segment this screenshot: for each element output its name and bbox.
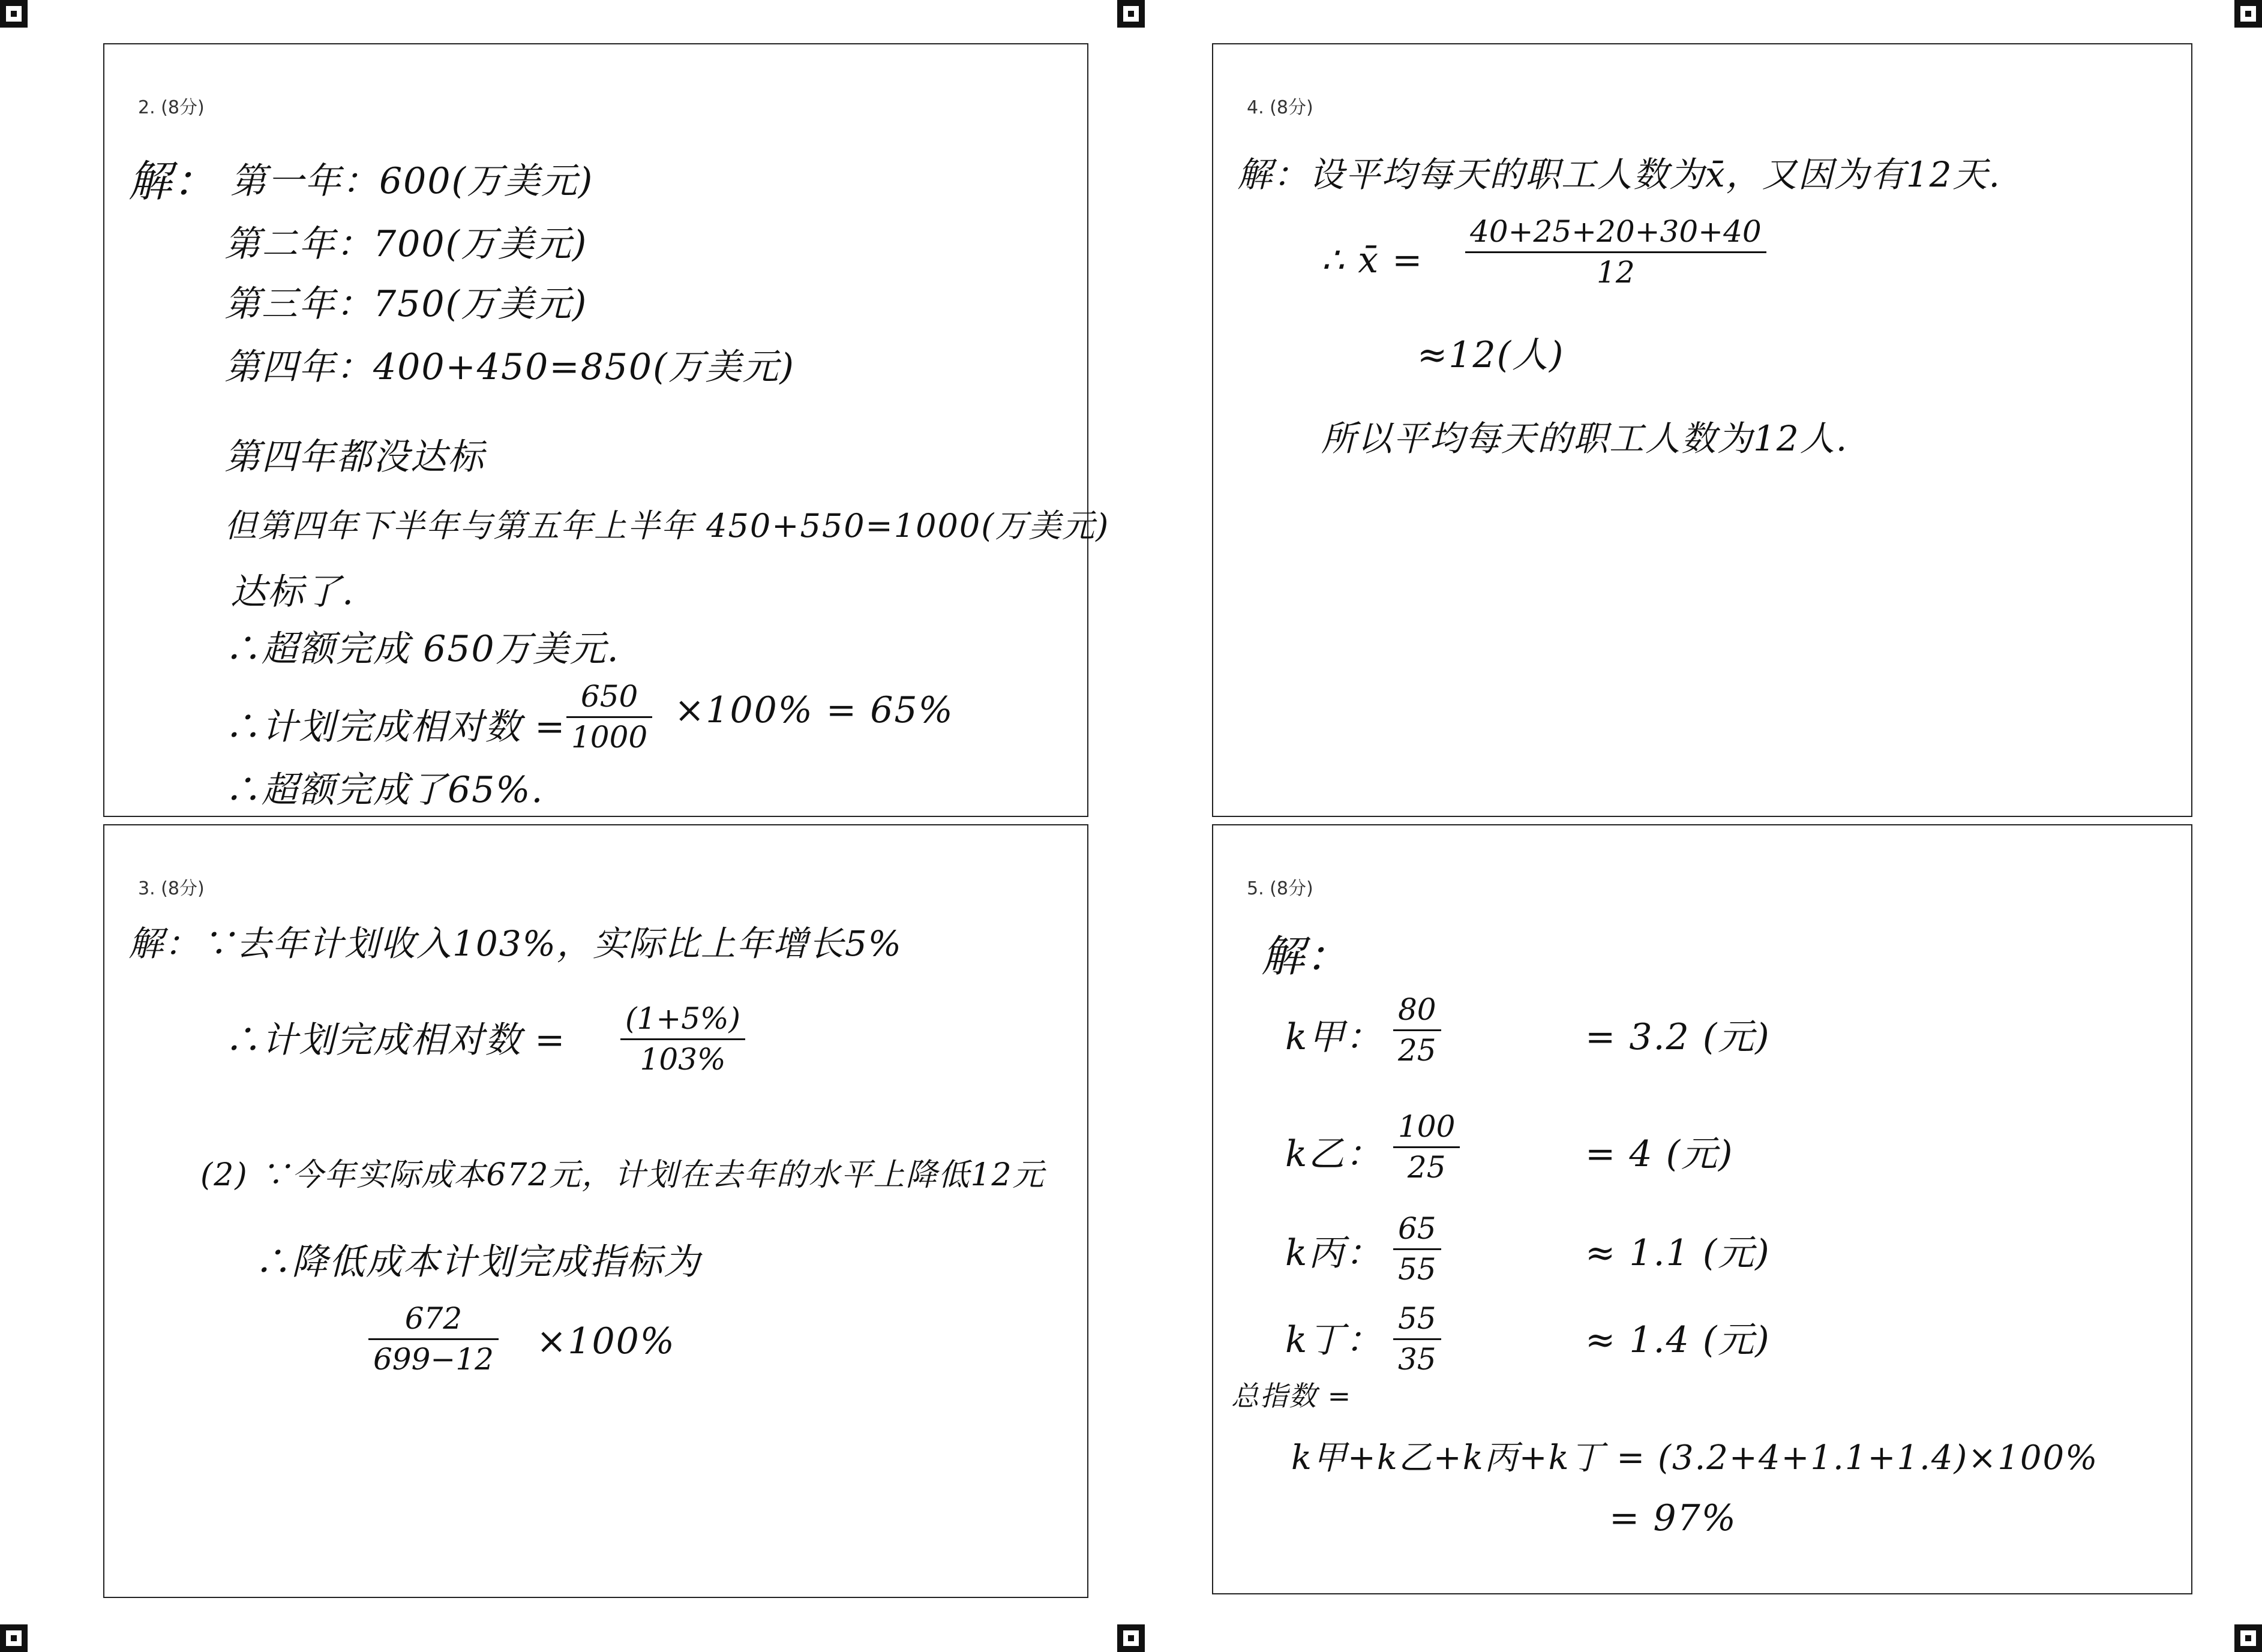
handwritten-line: 解： — [1261, 931, 1351, 981]
handwritten-line: k乙： — [1285, 1133, 1383, 1175]
handwritten-line: ≈12(人) — [1417, 334, 1565, 376]
handwritten-line: 解：设平均每天的职工人数为x̄，又因为有12天. — [1237, 154, 2001, 195]
question-label: 5. (8分) — [1247, 878, 1313, 899]
handwritten-line: ×100% = 65% — [674, 689, 954, 731]
fraction — [566, 677, 652, 757]
corner-marker — [1117, 1624, 1145, 1652]
corner-marker — [1117, 0, 1145, 28]
fraction-denominator: 103% — [640, 1042, 726, 1077]
handwritten-line: = 4 (元) — [1585, 1133, 1734, 1175]
corner-marker — [0, 1624, 28, 1652]
handwritten-line: = 3.2 (元) — [1585, 1016, 1771, 1058]
handwritten-line: ≈ 1.1 (元) — [1585, 1232, 1771, 1274]
handwritten-line: ≈ 1.4 (元) — [1585, 1319, 1771, 1361]
handwritten-line: ∴超额完成 650万美元. — [224, 628, 620, 670]
corner-marker — [2234, 1624, 2262, 1652]
handwritten-line: 解： — [128, 156, 218, 206]
fraction-numerator: 672 — [368, 1299, 499, 1340]
corner-marker — [2234, 0, 2262, 28]
fraction-numerator: 65 — [1393, 1209, 1441, 1250]
handwritten-line: ∴计划完成相对数 = — [224, 706, 566, 748]
handwritten-line: ∴计划完成相对数 = — [224, 1019, 566, 1061]
question-label: 3. (8分) — [138, 878, 205, 899]
fraction — [620, 999, 745, 1079]
handwritten-line: ×100% — [536, 1320, 676, 1362]
corner-marker — [0, 0, 28, 28]
handwritten-line: = 97% — [1609, 1497, 1737, 1539]
handwritten-line: 第二年：700(万美元) — [224, 223, 588, 265]
fraction — [1393, 990, 1441, 1070]
answer-box-q4 — [1212, 43, 2192, 817]
fraction-numerator: 80 — [1393, 990, 1441, 1031]
handwritten-line: k丙： — [1285, 1232, 1383, 1274]
fraction-denominator: 699−12 — [373, 1342, 494, 1377]
fraction-denominator: 25 — [1398, 1033, 1436, 1068]
fraction — [1465, 212, 1766, 292]
handwritten-line: k甲： — [1285, 1016, 1383, 1058]
handwritten-line: ∴ x̄ = — [1321, 239, 1424, 281]
fraction-numerator: (1+5%) — [620, 999, 745, 1040]
fraction-numerator: 100 — [1393, 1107, 1460, 1148]
handwritten-line: 第四年：400+450=850(万美元) — [224, 346, 795, 388]
handwritten-line: k甲+k乙+k丙+k丁 = (3.2+4+1.1+1.4)×100% — [1291, 1438, 2099, 1477]
fraction-numerator: 650 — [566, 677, 652, 718]
fraction — [1393, 1107, 1460, 1187]
fraction — [1393, 1299, 1441, 1379]
handwritten-line: 所以平均每天的职工人数为12人. — [1321, 418, 1849, 459]
fraction-numerator: 55 — [1393, 1299, 1441, 1340]
fraction-denominator: 12 — [1597, 255, 1635, 290]
handwritten-line: 第三年：750(万美元) — [224, 283, 588, 325]
handwritten-line: ∴超额完成了65%. — [224, 769, 544, 811]
fraction-denominator: 1000 — [571, 720, 648, 755]
handwritten-line: 解：∵去年计划收入103%，实际比上年增长5% — [128, 923, 902, 964]
fraction — [368, 1299, 499, 1379]
fraction-denominator: 55 — [1398, 1252, 1436, 1287]
handwritten-line: (2) ∵今年实际成本672元，计划在去年的水平上降低12元 — [200, 1157, 1045, 1193]
fraction-numerator: 40+25+20+30+40 — [1465, 212, 1766, 253]
answer-box-q2 — [103, 43, 1110, 817]
question-label: 4. (8分) — [1247, 97, 1313, 118]
handwritten-line: 第四年都没达标 — [224, 436, 485, 478]
fraction — [1393, 1209, 1441, 1289]
handwritten-line: k丁： — [1285, 1319, 1383, 1361]
answer-box-q5 — [1212, 824, 2192, 1594]
fraction-denominator: 35 — [1398, 1342, 1436, 1377]
handwritten-line: ∴降低成本计划完成指标为 — [254, 1241, 701, 1283]
answer-box-q3 — [103, 824, 1088, 1598]
handwritten-line: 总指数 = — [1231, 1380, 1352, 1412]
question-label: 2. (8分) — [138, 97, 205, 118]
handwritten-line: 第一年：600(万美元) — [230, 160, 594, 202]
handwritten-line: 达标了. — [230, 571, 355, 613]
fraction-denominator: 25 — [1407, 1150, 1446, 1185]
handwritten-line: 但第四年下半年与第五年上半年 450+550=1000(万美元) — [224, 507, 1110, 545]
